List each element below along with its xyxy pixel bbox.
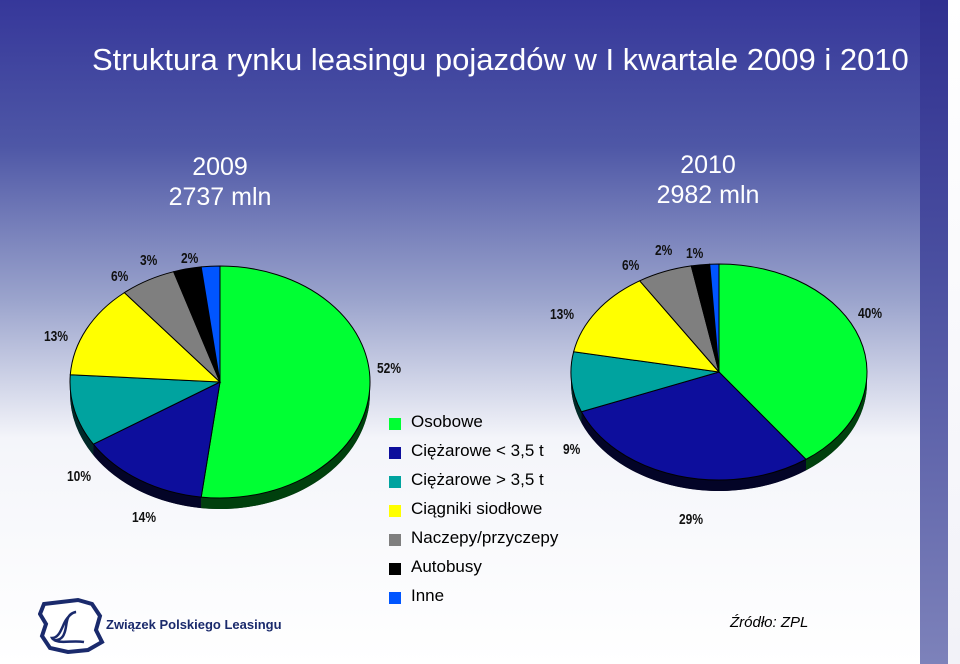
legend-label-osobowe: Osobowe bbox=[411, 412, 483, 431]
pie-2009-label-ciezarowe-gt: 10% bbox=[67, 468, 92, 485]
legend-label-naczepy: Naczepy/przyczepy bbox=[411, 528, 559, 547]
legend-swatch-osobowe bbox=[389, 418, 401, 430]
pie-2010-label-ciagniki: 13% bbox=[550, 306, 575, 323]
pie-2010 bbox=[571, 264, 867, 491]
legend-swatch-ciezarowe-gt bbox=[389, 476, 401, 488]
pie-2010-year: 2010 bbox=[680, 151, 736, 179]
pie-2009 bbox=[70, 266, 370, 509]
pie-2010-label-ciezarowe-lt: 29% bbox=[679, 511, 704, 528]
pie-2010-label-osobowe: 40% bbox=[858, 305, 883, 322]
pie-2009-year: 2009 bbox=[192, 153, 248, 181]
pie-2009-label-ciezarowe-lt: 14% bbox=[132, 509, 157, 526]
source-note: Źródło: ZPL bbox=[730, 614, 809, 631]
legend-label-autobusy: Autobusy bbox=[411, 557, 482, 576]
pie-2010-label-inne: 1% bbox=[686, 245, 704, 262]
legend-label-inne: Inne bbox=[411, 586, 445, 605]
legend-swatch-inne bbox=[389, 592, 401, 604]
pie-2010-total: 2982 mln bbox=[656, 181, 760, 209]
pie-2009-label-autobusy: 3% bbox=[140, 252, 158, 269]
pie-2009-label-naczepy: 6% bbox=[111, 268, 129, 285]
pie-2009-label-inne: 2% bbox=[181, 250, 199, 267]
pie-2009-slice-osobowe bbox=[201, 266, 370, 498]
page-title: Struktura rynku leasingu pojazdów w I kwartale 2009 i 2010 bbox=[92, 42, 909, 77]
legend-label-ciezarowe-gt: Ciężarowe > 3,5 t bbox=[411, 470, 544, 489]
legend-swatch-ciagniki bbox=[389, 505, 401, 517]
pie-2009-label-osobowe: 52% bbox=[377, 360, 402, 377]
legend-swatch-autobusy bbox=[389, 563, 401, 575]
legend-label-ciezarowe-lt: Ciężarowe < 3,5 t bbox=[411, 441, 544, 460]
pie-2010-label-autobusy: 2% bbox=[655, 242, 673, 259]
pie-2010-label-naczepy: 6% bbox=[622, 257, 640, 274]
legend-swatch-naczepy bbox=[389, 534, 401, 546]
pie-2009-label-ciagniki: 13% bbox=[44, 328, 69, 345]
pie-2009-total: 2737 mln bbox=[168, 183, 272, 211]
legend-swatch-ciezarowe-lt bbox=[389, 447, 401, 459]
legend-label-ciagniki: Ciągniki siodłowe bbox=[411, 499, 543, 518]
pie-2010-label-ciezarowe-gt: 9% bbox=[563, 441, 581, 458]
zpl-logo-text: Związek Polskiego Leasingu bbox=[106, 617, 282, 632]
